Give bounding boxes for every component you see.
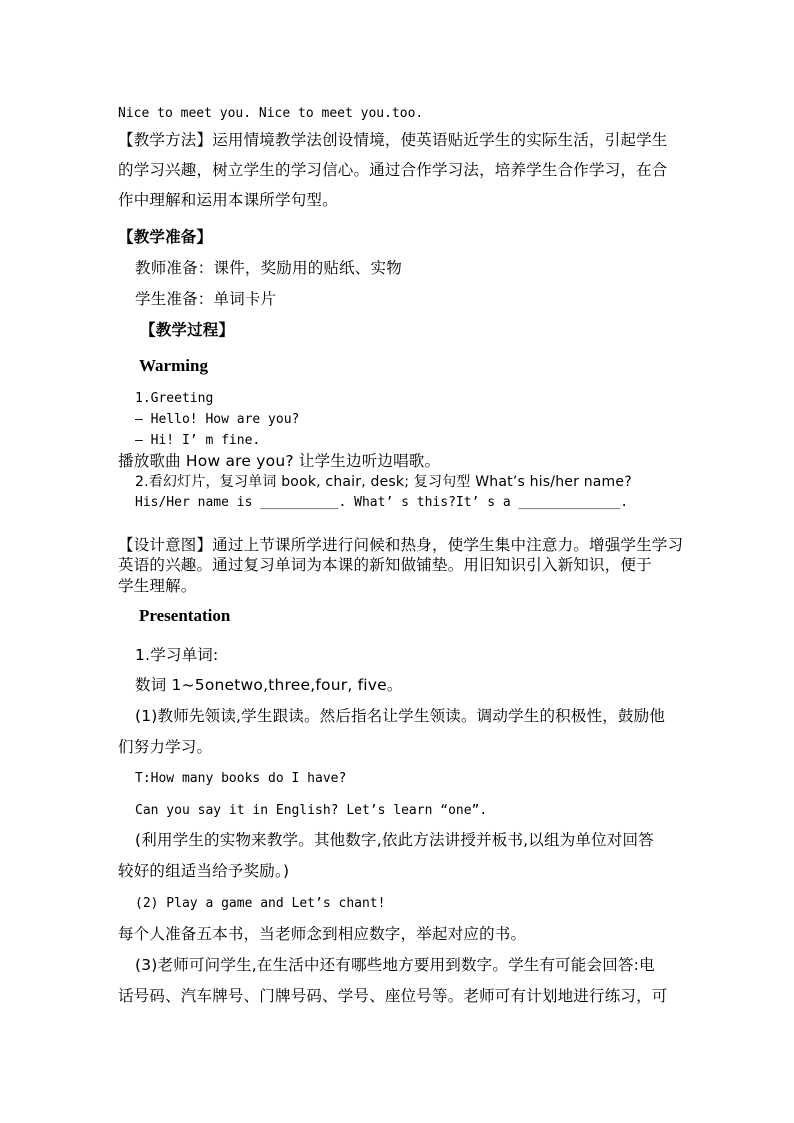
text-student-preparation: 学生准备：单词卡片: [135, 290, 277, 308]
heading-warming: Warming: [139, 356, 208, 375]
text-say-it-in-english: Can you say it in English? Let’s learn “one”.: [135, 803, 488, 818]
text-teacher-preparation: 教师准备：课件，奖励用的贴纸、实物: [135, 259, 402, 277]
text-learn-words: 1.学习单词:: [135, 646, 219, 664]
text-his-her-name: His/Her name is __________. What’ s this?It’ s a _____________.: [135, 495, 629, 510]
text-note-line-1: (利用学生的实物来教学。其他数字,依此方法讲授并板书,以组为单位对回答: [135, 831, 654, 849]
text-greeting: 1.Greeting: [135, 391, 214, 406]
text-step3-line-1: (3)老师可问学生,在生活中还有哪些地方要用到数字。学生有可能会回答:电: [135, 956, 655, 974]
text-step3-line-2: 话号码、汽车牌号、门牌号码、学号、座位号等。老师可有计划地进行练习，可: [118, 987, 668, 1005]
text-play-song: 播放歌曲 How are you? 让学生边听边唱歌。: [118, 452, 441, 470]
heading-teaching-process: 【教学过程】: [140, 321, 235, 339]
text-method-line-3: 作中理解和运用本课所学句型。: [118, 191, 338, 209]
text-step1-line-2: 们努力学习。: [118, 738, 213, 756]
text-step1-line-1: (1)教师先领读,学生跟读。然后指名让学生领读。调动学生的积极性，鼓励他: [135, 707, 666, 725]
text-review-slides: 2.看幻灯片，复习单词 book, chair, desk; 复习句型 What’s his/her name?: [135, 474, 632, 490]
text-play-a-game: (2) Play a game and Let’s chant!: [135, 896, 386, 911]
text-design-intent-line-1: 【设计意图】通过上节课所学进行问候和热身，使学生集中注意力。增强学生学习: [118, 536, 684, 554]
text-how-many-books: T:How many books do I have?: [135, 771, 347, 786]
text-hello-how-are-you: — Hello! How are you?: [135, 412, 300, 427]
text-each-person: 每个人准备五本书，当老师念到相应数字，举起对应的书。: [118, 925, 527, 943]
text-method-line-1: 【教学方法】运用情境教学法创设情境，使英语贴近学生的实际生活，引起学生: [118, 131, 668, 149]
text-method-line-2: 的学习兴趣，树立学生的学习信心。通过合作学习法，培养学生合作学习，在合: [118, 161, 668, 179]
text-design-intent-line-3: 学生理解。: [118, 577, 197, 595]
heading-teaching-preparation: 【教学准备】: [118, 228, 213, 246]
heading-presentation: Presentation: [139, 606, 231, 625]
text-nice-to-meet-you: Nice to meet you. Nice to meet you.too.: [118, 106, 424, 121]
text-hi-im-fine: — Hi! I’ m fine.: [135, 433, 261, 448]
text-note-line-2: 较好的组适当给予奖励。): [118, 862, 290, 880]
text-design-intent-line-2: 英语的兴趣。通过复习单词为本课的新知做铺垫。用旧知识引入新知识，便于: [118, 556, 652, 574]
text-numbers: 数词 1~5onetwo,three,four, five。: [135, 676, 403, 694]
